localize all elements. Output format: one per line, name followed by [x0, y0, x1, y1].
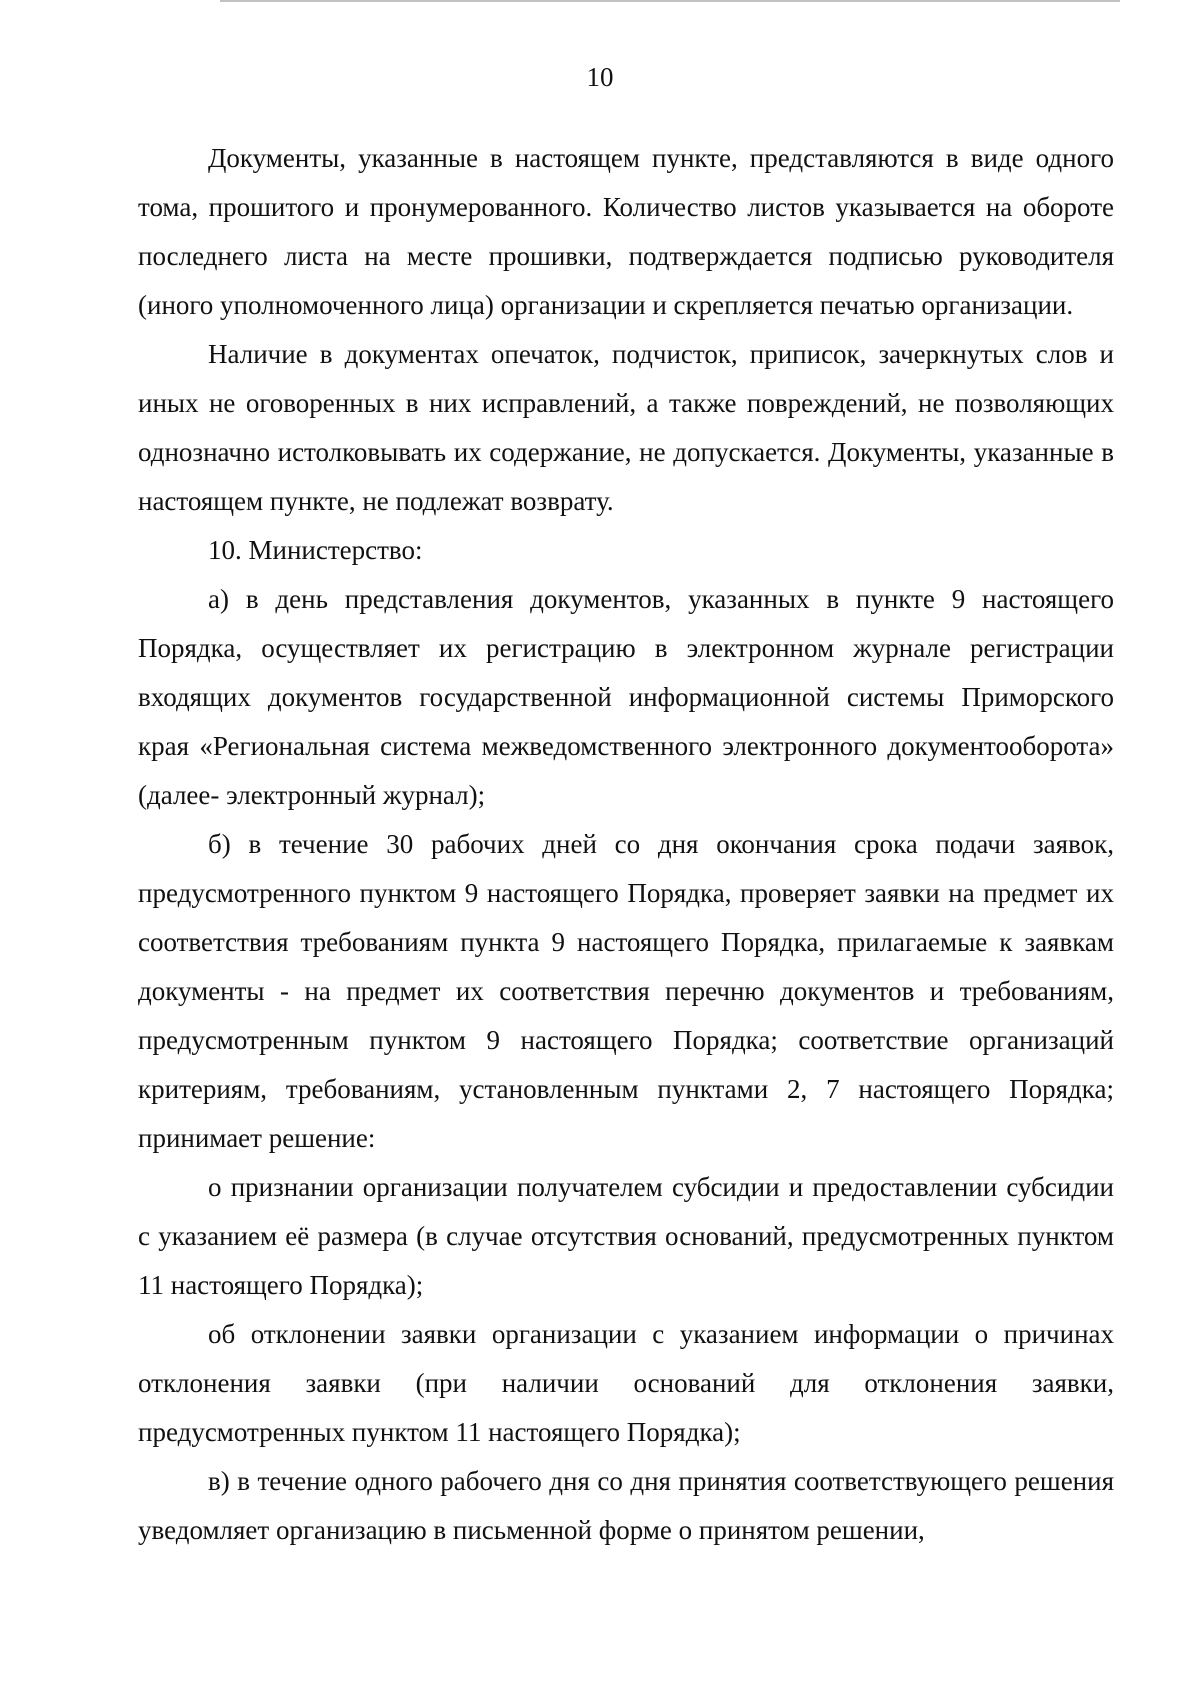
paragraph-corrections-not-allowed: Наличие в документах опечаток, подчисток, приписок, зачеркнутых слов и иных не оговоренных в них исправлений, а также повреждений, не позволяющих однозначно истолковывать их содержание, не допускается. Документы, указанные в настоящем пункте, не подлежат возврату.	[138, 339, 1114, 516]
paragraph-item-b: б) в течение 30 рабочих дней со дня окончания срока подачи заявок, предусмотренного пунктом 9 настоящего Порядка, проверяет заявки на предмет их соответствия требованиям пункта 9 настоящего Порядка, прилагаемые к заявкам документы - на предмет их соответствия перечню документов и требованиям, предусмотренным пунктом 9 настоящего Порядка; соответствие организаций критериям, требованиям, установленным пунктами 2, 7 настоящего Порядка; принимает решение:	[138, 829, 1114, 1153]
paragraph-ministry-heading: 10. Министерство:	[208, 535, 423, 565]
paragraph-decision-reject: об отклонении заявки организации с указанием информации о причинах отклонения заявки (при наличии оснований для отклонения заявки, предусмотренных пунктом 11 настоящего Порядка);	[138, 1319, 1114, 1447]
page-number: 10	[586, 62, 614, 92]
paragraph-decision-grant: о признании организации получателем субсидии и предоставлении субсидии с указанием её размера (в случае отсутствия оснований, предусмотренных пунктом 11 настоящего Порядка);	[138, 1172, 1114, 1300]
paragraph-item-a: а) в день представления документов, указанных в пункте 9 настоящего Порядка, осуществляет их регистрацию в электронном журнале регистрации входящих документов государственной информационной системы Приморского края «Региональная система межведомственного электронного документооборота» (далее- электронный журнал);	[138, 584, 1114, 810]
paragraph-documents-volume: Документы, указанные в настоящем пункте, представляются в виде одного тома, прошитого и пронумерованного. Количество листов указывается на обороте последнего листа на месте прошивки, подтверждается подписью руководителя (иного уполномоченного лица) организации и скрепляется печатью организации.	[138, 143, 1114, 320]
paragraph-item-v: в) в течение одного рабочего дня со дня принятия соответствующего решения уведомляет организацию в письменной форме о принятом решении,	[138, 1466, 1114, 1545]
scan-edge-line	[220, 0, 1120, 2]
document-body	[138, 134, 1114, 1555]
